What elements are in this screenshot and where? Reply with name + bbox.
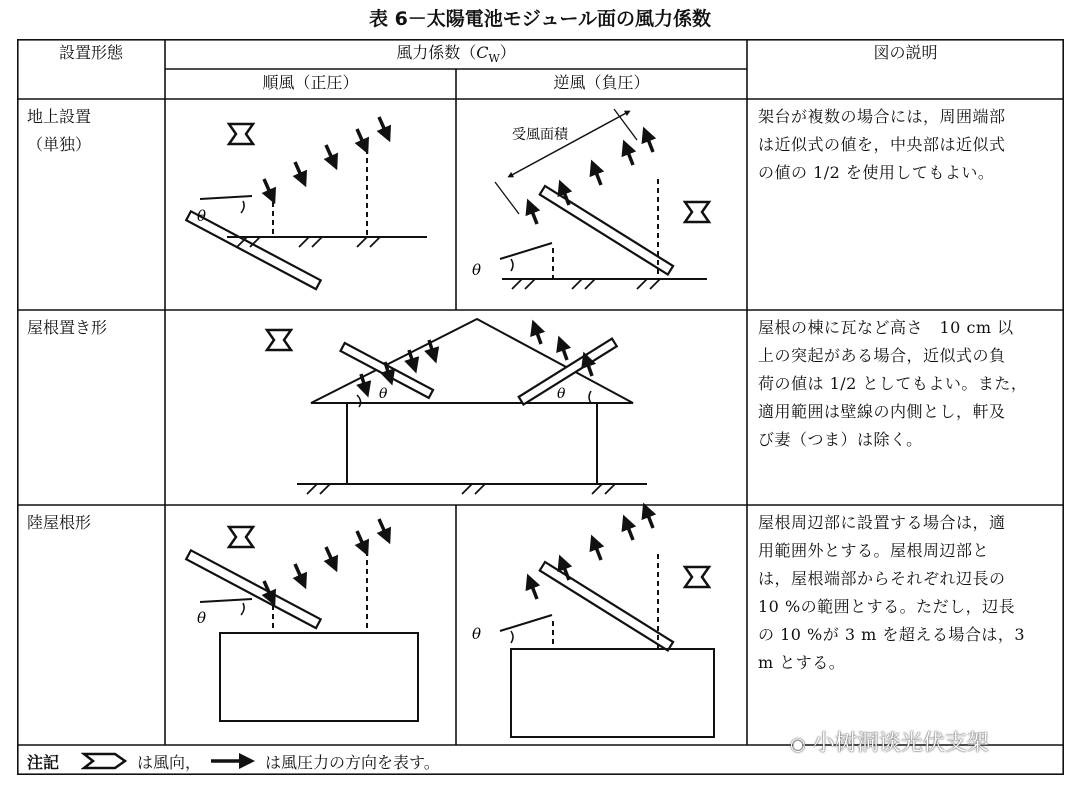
- diagram-roof-mounted: [267, 319, 647, 494]
- theta-label: θ: [197, 207, 207, 225]
- header-description: 図の説明: [873, 43, 938, 62]
- row-type-line: （単独）: [27, 135, 92, 154]
- desc-roof: [758, 314, 1058, 454]
- theta-label: θ: [472, 625, 482, 643]
- theta-label: θ: [557, 386, 566, 402]
- header-coefficient: [165, 39, 747, 69]
- desc-line: 屋根の棟に瓦など高さ 10 cm 以: [758, 318, 1014, 337]
- theta-label: θ: [379, 386, 388, 402]
- diagram-ground-positive: [186, 117, 427, 289]
- footer-wind-text: は風向，: [137, 752, 202, 772]
- row-type-ground: [27, 103, 162, 159]
- diagram-flatroof-negative: [500, 510, 714, 737]
- header-coefficient-close: ）: [499, 43, 516, 62]
- area-label: 受風面積: [512, 127, 568, 143]
- diagram-flatroof-positive: [186, 519, 418, 721]
- header-coefficient-label: 風力係数（: [396, 43, 477, 62]
- wind-direction-icon: [267, 330, 291, 350]
- desc-line: 上の突起がある場合，近似式の負: [758, 346, 1006, 365]
- desc-line: m とする。: [758, 653, 846, 672]
- pressure-arrow-icon: [209, 751, 257, 771]
- header-type: 設置形態: [58, 43, 123, 62]
- footer-label: 注記: [27, 752, 60, 772]
- desc-line: 屋根周辺部に設置する場合は，適: [758, 513, 1006, 532]
- wind-direction-icon: [685, 567, 709, 587]
- desc-line: 荷の値は 1/2 としてもよい。また，: [758, 374, 1028, 393]
- row-type-roof: 屋根置き形: [27, 318, 108, 337]
- desc-line: は近似式の値を，中央部は近似式: [758, 135, 1006, 154]
- watermark: [790, 726, 989, 757]
- header-negative: 逆風（負圧）: [553, 73, 650, 92]
- header-positive: 順風（正圧）: [262, 73, 359, 92]
- desc-line: び妻（つま）は除く。: [758, 430, 923, 449]
- desc-line: 適用範囲は壁線の内側とし，軒及: [758, 402, 1006, 421]
- wind-coefficient-table: [17, 39, 1064, 775]
- desc-line: の 10 %が 3 m を超える場合は，3: [758, 625, 1026, 644]
- row-type-line: 地上設置: [27, 107, 92, 126]
- row-type-flatroof: 陸屋根形: [27, 513, 92, 532]
- footer-arrow-text: は風圧力の方向を表す。: [265, 752, 440, 772]
- wind-direction-icon: [685, 202, 709, 222]
- desc-line: 用範囲外とする。屋根周辺部と: [758, 541, 990, 560]
- desc-line: 架台が複数の場合には，周囲端部: [758, 107, 1006, 126]
- desc-ground: [758, 103, 1058, 187]
- wechat-icon: ◉: [790, 734, 806, 755]
- footer-note: [27, 750, 440, 772]
- watermark-text: 小树洞谈光伏支架: [812, 731, 989, 756]
- desc-flatroof: [758, 509, 1058, 677]
- theta-label: θ: [472, 261, 482, 279]
- wind-direction-icon: [81, 751, 129, 771]
- desc-line: は，屋根端部からそれぞれ辺長の: [758, 569, 1006, 588]
- wind-direction-icon: [229, 124, 253, 144]
- coefficient-subscript: W: [488, 52, 500, 66]
- theta-label: θ: [197, 609, 207, 627]
- wind-direction-icon: [229, 527, 253, 547]
- coefficient-symbol: C: [476, 43, 489, 62]
- desc-line: 10 %の範囲とする。ただし，辺長: [758, 597, 1016, 616]
- desc-line: の値の 1/2 を使用してもよい。: [758, 163, 995, 182]
- table-title: 表 6－太陽電池モジュール面の風力係数: [368, 8, 712, 30]
